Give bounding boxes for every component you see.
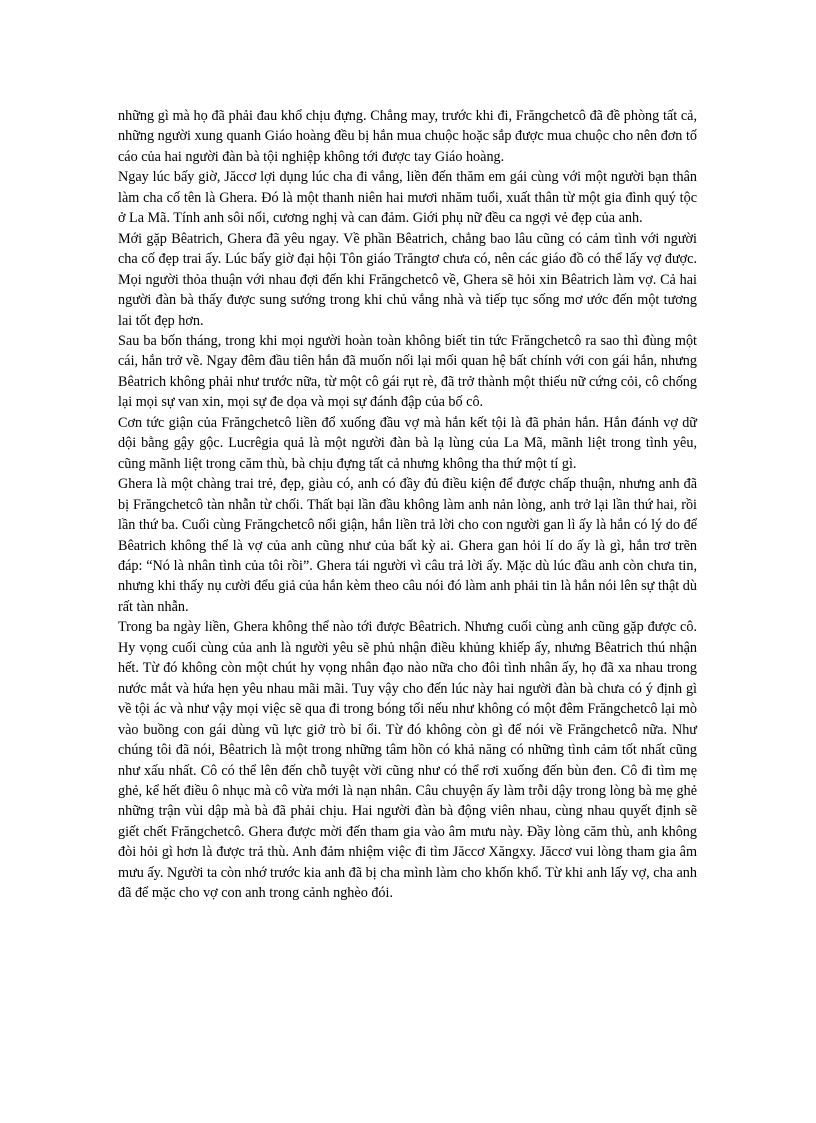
paragraph-4: Sau ba bốn tháng, trong khi mọi người hoàn toàn không biết tin tức Frăngchetcô ra sao thì đùng một cái, hắn trở về. Ngay đêm đầu tiên hắn đã muốn nối lại mối quan hệ bất chính với con gái hắn, nhưng Bêatrich không phải như trước nữa, từ một cô gái rụt rè, đã trở thành một thiếu nữ cứng cỏi, cô chống lại mọi sự van xin, mọi sự đe dọa và mọi sự đánh đập của bố cô. <box>118 332 697 411</box>
paragraph-7: Trong ba ngày liền, Ghera không thể nào tới được Bêatrich. Nhưng cuối cùng anh cũng gặp được cô. Hy vọng cuối cùng của anh là người yêu sẽ phủ nhận điều khủng khiếp ấy, nhưng Bêatrich thú nhận hết. Từ đó không còn một chút hy vọng nhân đạo nào nữa cho đôi tình nhân ấy, họ đã xa nhau trong nước mắt và hứa hẹn yêu nhau mãi mãi. Tuy vậy cho đến lúc này hai người đàn bà chưa có ý định gì về tội ác và như vậy mọi việc sẽ qua đi trong bóng tối nếu như không có một đêm Frăngchetcô lại mò vào buồng con gái dùng vũ lực giở trò bỉ ổi. Từ đó không còn gì để nói về Frăngchetcô nữa. Như chúng tôi đã nói, Bêatrich là một trong những tâm hồn có khả năng có những tình cảm tốt nhất cũng như xấu nhất. Cô có thể lên đến chỗ tuyệt vời cũng như có thể rơi xuống đến bùn đen. Cô đi tìm mẹ ghẻ, kể hết điều ô nhục mà cô vừa mới là nạn nhân. Câu chuyện ấy làm trỗi dậy trong lòng bà mẹ ghẻ những trận vùi dập mà bà đã phải chịu. Hai người đàn bà động viên nhau, cùng nhau quyết định sẽ giết chết Frăngchetcô. Ghera được mời đến tham gia vào âm mưu này. Đầy lòng căm thù, anh không đòi hỏi gì hơn là được trả thù. Anh đảm nhiệm việc đi tìm Jăccơ Xăngxy. Jăccơ vui lòng tham gia âm mưu ấy. Người ta còn nhớ trước kia anh đã bị cha mình làm cho khốn khổ. Từ khi anh lấy vợ, cha anh đã để mặc cho vợ con anh trong cảnh nghèo đói. <box>118 619 697 902</box>
paragraph-5: Cơn tức giận của Frăngchetcô liền đổ xuống đầu vợ mà hắn kết tội là đã phản hắn. Hắn đánh vợ dữ dội bằng gậy gộc. Lucrêgia quả là một người đàn bà lạ lùng của La Mã, mãnh liệt trong tình yêu, cũng mãnh liệt trong căm thù, bà chịu đựng tất cả nhưng không tha thứ một tí gì. <box>118 414 697 472</box>
paragraph-3: Mới gặp Bêatrich, Ghera đã yêu ngay. Về phần Bêatrich, chẳng bao lâu cũng có cảm tình với người cha cố đẹp trai ấy. Lúc bấy giờ đại hội Tôn giáo Trăngtơ chưa có, nên các giáo đồ có thể lấy vợ được. Mọi người thỏa thuận với nhau đợi đến khi Frăngchetcô về, Ghera sẽ hỏi xin Bêatrich làm vợ. Cả hai người đàn bà thấy được sung sướng trong khi chủ vắng nhà và tiếp tục sống mơ ước đến một tương lai tốt đẹp hơn. <box>118 230 697 329</box>
paragraph-1: những gì mà họ đã phải đau khổ chịu đựng. Chẳng may, trước khi đi, Frăngchetcô đã đề phòng tất cả, những người xung quanh Giáo hoàng đều bị hắn mua chuộc hoặc sắp được mua chuộc cho nên đơn tố cáo của hai người đàn bà tội nghiệp không tới được tay Giáo hoàng. <box>118 108 697 165</box>
paragraph-2: Ngay lúc bấy giờ, Jăccơ lợi dụng lúc cha đi vắng, liền đến thăm em gái cùng với một người bạn thân làm cha cố tên là Ghera. Đó là một thanh niên hai mươi nhăm tuổi, xuất thân từ một gia đình quý tộc ở La Mã. Tính anh sôi nổi, cương nghị và can đảm. Giới phụ nữ đều ca ngợi vẻ đẹp của anh. <box>118 169 697 227</box>
document-page <box>118 106 697 904</box>
paragraph-6: Ghera là một chàng trai trẻ, đẹp, giàu có, anh có đầy đủ điều kiện để được chấp thuận, nhưng anh đã bị Frăngchetcô tàn nhẫn từ chối. Thất bại lần đầu không làm anh nản lòng, anh trở lại lần thứ hai, rồi lần thứ ba. Cuối cùng Frăngchetcô nổi giận, hắn liền trả lời cho con người gan lì ấy là hắn có lý do để Bêatrich không thể là vợ của anh cũng như của bất kỳ ai. Ghera gan hỏi lí do ấy là gì, hắn trơ trẽn đáp: “Nó là nhân tình của tôi rồi”. Ghera tái người vì câu trả lời ấy. Mặc dù lúc đầu anh còn chưa tin, nhưng khi thấy nụ cười đểu giả của hắn kèm theo câu nói đó làm anh phải tin là hắn nói lên sự thật dù rất tàn nhẫn. <box>118 476 697 615</box>
